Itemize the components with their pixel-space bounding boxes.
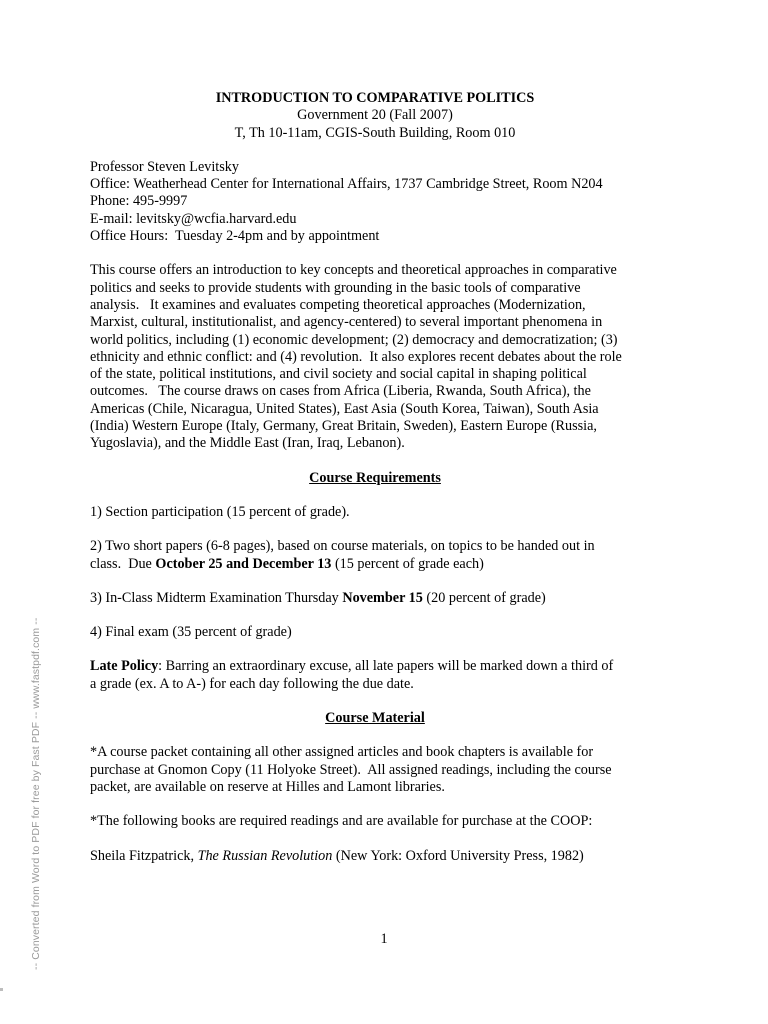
syllabus-page [90,90,660,865]
spacer [90,487,660,504]
page-number: 1 [380,931,388,947]
requirement-final-exam: 4) Final exam (35 percent of grade) [90,624,292,641]
required-books-intro: *The following books are required readings and are available for purchase at the COOP: [90,813,593,830]
professor-name: Professor Steven Levitsky [90,158,239,175]
description-line: Americas (Chile, Nicaragua, United States), East Asia (South Korea, Taiwan), South Asia [90,400,599,417]
book-title: The Russian Revolution [197,847,333,864]
requirement-papers-line [90,556,660,573]
spacer [90,142,660,159]
book-author: Sheila Fitzpatrick, [90,847,198,864]
course-packet-note [90,744,660,796]
late-policy [90,658,660,693]
converter-watermark: -- Converted from Word to PDF for free by Fast PDF -- www.fastpdf.com -- [30,617,42,970]
late-policy-line: a grade (ex. A to A-) for each day following the due date. [90,675,414,692]
office-address: Office: Weatherhead Center for International Affairs, 1737 Cambridge Street, Room N204 [90,176,603,193]
description-line: (India) Western Europe (Italy, Germany, Great Britain, Sweden), Eastern Europe (Russia, [90,418,597,435]
spacer [90,727,660,744]
requirement-midterm [90,590,660,607]
spacer [90,453,660,470]
requirements-heading: Course Requirements [309,469,441,486]
late-policy-line [90,658,660,675]
phone-number: Phone: 495-9997 [90,193,188,210]
text-segment: 3) In-Class Midterm Examination Thursday [90,589,343,606]
text-segment: (20 percent of grade) [422,589,546,606]
email-address: E-mail: levitsky@wcfia.harvard.edu [90,210,297,227]
course-number: Government 20 (Fall 2007) [297,107,453,124]
spacer [90,573,660,590]
text-segment: : Barring an extraordinary excuse, all late papers will be marked down a third of [158,658,614,675]
text-segment: (15 percent of grade each) [331,555,484,572]
spacer [90,245,660,262]
requirement-papers-line: 2) Two short papers (6-8 pages), based on course materials, on topics to be handed out in [90,538,595,555]
spacer [90,693,660,710]
packet-line: *A course packet containing all other assigned articles and book chapters is available for [90,744,594,761]
text-segment: class. Due [90,555,156,572]
description-line: Yugoslavia), and the Middle East (Iran, Iraq, Lebanon). [90,435,405,452]
description-line: This course offers an introduction to key concepts and theoretical approaches in comparative [90,262,617,279]
corner-mark [0,988,3,991]
paper-due-dates: October 25 and December 13 [155,555,332,572]
midterm-date: November 15 [342,589,423,606]
packet-line: packet, are available on reserve at Hilles and Lamont libraries. [90,778,445,795]
spacer [90,521,660,538]
office-hours: Office Hours: Tuesday 2-4pm and by appointment [90,228,380,245]
description-line: of the state, political institutions, and civil society and social capital in shaping political [90,366,587,383]
course-description [90,262,660,452]
material-heading: Course Material [325,710,425,727]
spacer [90,796,660,813]
course-title: INTRODUCTION TO COMPARATIVE POLITICS [215,90,535,106]
requirement-papers [90,538,660,573]
description-line: ethnicity and ethnic conflict: and (4) revolution. It also explores recent debates about the role [90,348,622,365]
description-line: analysis. It examines and evaluates competing theoretical approaches (Modernization, [90,296,586,313]
requirement-participation: 1) Section participation (15 percent of grade). [90,503,350,520]
description-line: outcomes. The course draws on cases from Africa (Liberia, Rwanda, South Africa), the [90,383,591,400]
description-line: politics and seeks to provide students with grounding in the basic tools of comparative [90,279,581,296]
book-publication: (New York: Oxford University Press, 1982) [332,847,584,864]
book-citation [90,848,660,865]
spacer [90,607,660,624]
spacer [90,831,660,848]
late-policy-label: Late Policy [90,658,159,675]
description-line: world politics, including (1) economic development; (2) democracy and democratization; (3) [90,331,618,348]
packet-line: purchase at Gnomon Copy (11 Holyoke Street). All assigned readings, including the course [90,761,612,778]
spacer [90,641,660,658]
description-line: Marxist, cultural, institutionalist, and agency-centered) to several important phenomena in [90,314,603,331]
course-schedule: T, Th 10-11am, CGIS-South Building, Room 010 [234,124,516,141]
